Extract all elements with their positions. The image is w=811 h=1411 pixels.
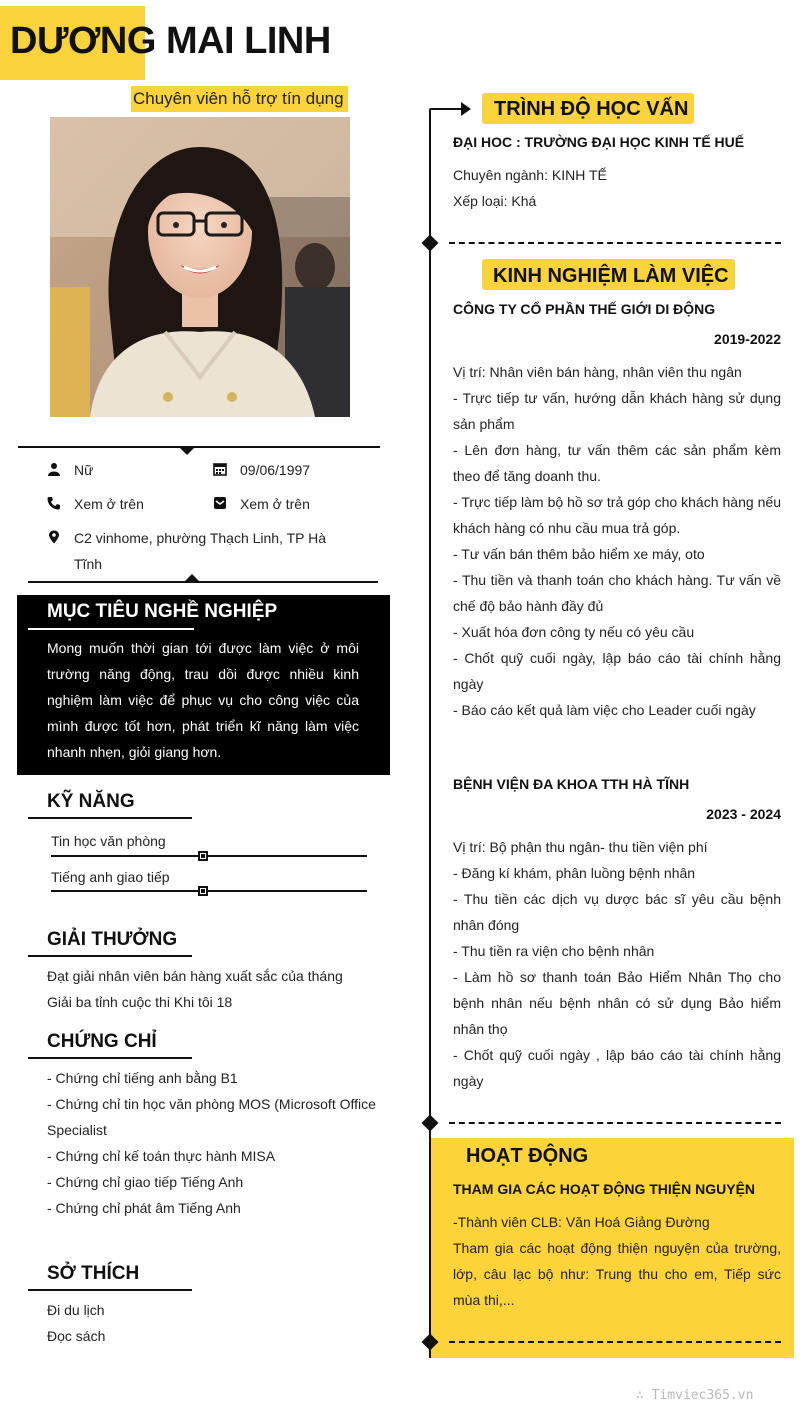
hobby-item: Đọc sách [47,1328,106,1344]
user-icon [47,462,61,481]
divider-arrow-down [179,447,195,455]
skill-level-knob [198,886,208,896]
section-dashed-divider [449,1122,781,1124]
section-dashed-divider [449,242,781,244]
job-duty-line: - Trực tiếp tư vấn, hướng dẫn khách hàng sử dụng sản phẩm [453,390,781,432]
job-duty-line: - Làm hồ sơ thanh toán Bảo Hiểm Nhân Thọ cho bệnh nhân nếu bệnh nhân có sử dụng Bảo hiểm nhân thọ [453,969,781,1037]
job-duty-line: - Tư vấn bán thêm bảo hiểm xe máy, oto [453,546,705,562]
birthday-value: 09/06/1997 [240,462,311,478]
hobby-item: Đi du lịch [47,1302,105,1318]
job-duty-line: - Thu tiền ra viện cho bệnh nhân [453,943,655,959]
job-company: CÔNG TY CỔ PHẦN THẾ GIỚI DI ĐỘNG [453,301,716,317]
job-duty-line: Vị trí: Nhân viên bán hàng, nhân viên thu ngân [453,364,742,380]
gender-value: Nữ [74,462,94,478]
skill-level-knob [198,851,208,861]
phone-icon [47,496,61,515]
career-goal-text: Mong muốn thời gian tới được làm việc ở môi trường năng động, trau dồi được nhiều kinh nghiệm làm việc để phục vụ cho công việc của mình được tốt hơn, phát triển kĩ năng làm việc nhanh nhẹn, giỏi giang hơn. [47,640,359,760]
awards-title: GIẢI THƯỞNG [47,929,178,950]
certificates-underline [28,1057,192,1059]
job-title: Chuyên viên hỗ trợ tín dụng [131,86,348,112]
skill-bar [51,890,367,892]
job-duty-line: - Trực tiếp làm bộ hồ sơ trả góp cho khách hàng nếu khách hàng có nhu cầu mua trả góp. [453,494,781,536]
contact-top-divider [18,446,380,448]
skills-title: KỸ NĂNG [47,791,135,812]
awards-underline [28,955,192,957]
career-goal-title: MỤC TIÊU NGHỀ NGHIỆP [47,601,278,622]
skill-label: Tin học văn phòng [51,833,166,849]
timeline-diamond [422,1115,439,1132]
award-item: Đạt giải nhân viên bán hàng xuất sắc của tháng [47,968,343,984]
job-duty-line: - Thu tiền các dịch vụ dược bác sĩ yêu cầu bệnh nhân đóng [453,891,781,933]
address-value: C2 vinhome, phường Thạch Linh, TP Hà Tĩnh [74,530,327,572]
skill-bar [51,855,367,857]
skill-label: Tiếng anh giao tiếp [51,869,170,885]
activity-line: -Thành viên CLB: Văn Hoá Giảng Đường [453,1214,710,1230]
timeline-start-arrow [429,101,473,128]
location-icon [47,530,61,549]
job-duties [453,359,781,723]
job-period: 2019-2022 [714,331,781,347]
candidate-name: DƯƠNG MAI LINH [10,20,331,62]
timeline-diamond [422,235,439,252]
email-icon [213,496,227,515]
job-duty-line: - Thu tiền và thanh toán cho khách hàng. Tư vấn về chế độ bảo hành đầy đủ [453,572,781,614]
certificate-item: - Chứng chỉ tin học văn phòng MOS (Microsoft Office Specialist [47,1096,376,1138]
job-duty-line: - Chốt quỹ cuối ngày , lập báo cáo tài chính hằng ngày [453,1047,781,1089]
education-title: TRÌNH ĐỘ HỌC VẤN [494,98,689,120]
job-company: BỆNH VIỆN ĐA KHOA TTH HÀ TĨNH [453,776,690,792]
watermark: ∴ Timviec365.vn [636,1388,754,1403]
hobbies-underline [28,1289,192,1291]
job-duty-line: - Chốt quỹ cuối ngày, lập báo cáo tài chính hằng ngày [453,650,781,692]
contact-bottom-divider [28,581,378,583]
section-dashed-divider [449,1341,781,1343]
phone-value: Xem ở trên [74,496,144,512]
career-goal-underline [28,628,194,630]
divider-arrow-up [184,574,200,582]
job-duty-line: Vị trí: Bộ phận thu ngân- thu tiền viện phí [453,839,708,855]
skills-underline [28,817,192,819]
job-duties [453,834,781,1094]
activities-title: HOẠT ĐỘNG [466,1145,589,1167]
calendar-icon [213,462,227,481]
email-value: Xem ở trên [240,496,310,512]
hobbies-title: SỞ THÍCH [47,1263,140,1284]
certificate-item: - Chứng chỉ giao tiếp Tiếng Anh [47,1174,244,1190]
education-major: Chuyên ngành: KINH TẾ [453,167,607,183]
activities-heading: THAM GIA CÁC HOẠT ĐỘNG THIỆN NGUYỆN [453,1181,756,1197]
job-duty-line: - Xuất hóa đơn công ty nếu có yêu cầu [453,624,695,640]
job-period: 2023 - 2024 [706,806,781,822]
award-item: Giải ba tỉnh cuộc thi Khi tôi 18 [47,994,233,1010]
job-duty-line: - Báo cáo kết quả làm việc cho Leader cuối ngày [453,702,756,718]
experience-title: KINH NGHIỆM LÀM VIỆC [493,265,729,287]
certificate-item: - Chứng chỉ tiếng anh bằng B1 [47,1070,238,1086]
profile-photo [50,117,350,417]
education-rank: Xếp loại: Khá [453,193,537,209]
certificates-title: CHỨNG CHỈ [47,1031,157,1052]
job-duty-line: - Lên đơn hàng, tư vấn thêm các sản phẩm kèm theo để tăng doanh thu. [453,442,781,484]
certificate-item: - Chứng chỉ kế toán thực hành MISA [47,1148,276,1164]
certificate-item: - Chứng chỉ phát âm Tiếng Anh [47,1200,241,1216]
job-duty-line: - Đăng kí khám, phân luồng bệnh nhân [453,865,696,881]
activity-line: Tham gia các hoạt động thiện nguyện của trường, lớp, câu lạc bộ như: Trung thu cho em, Tiếp sức mùa thi,... [453,1240,781,1308]
education-school: ĐẠI HOC : TRƯỜNG ĐẠI HỌC KINH TẾ HUẾ [453,134,745,150]
